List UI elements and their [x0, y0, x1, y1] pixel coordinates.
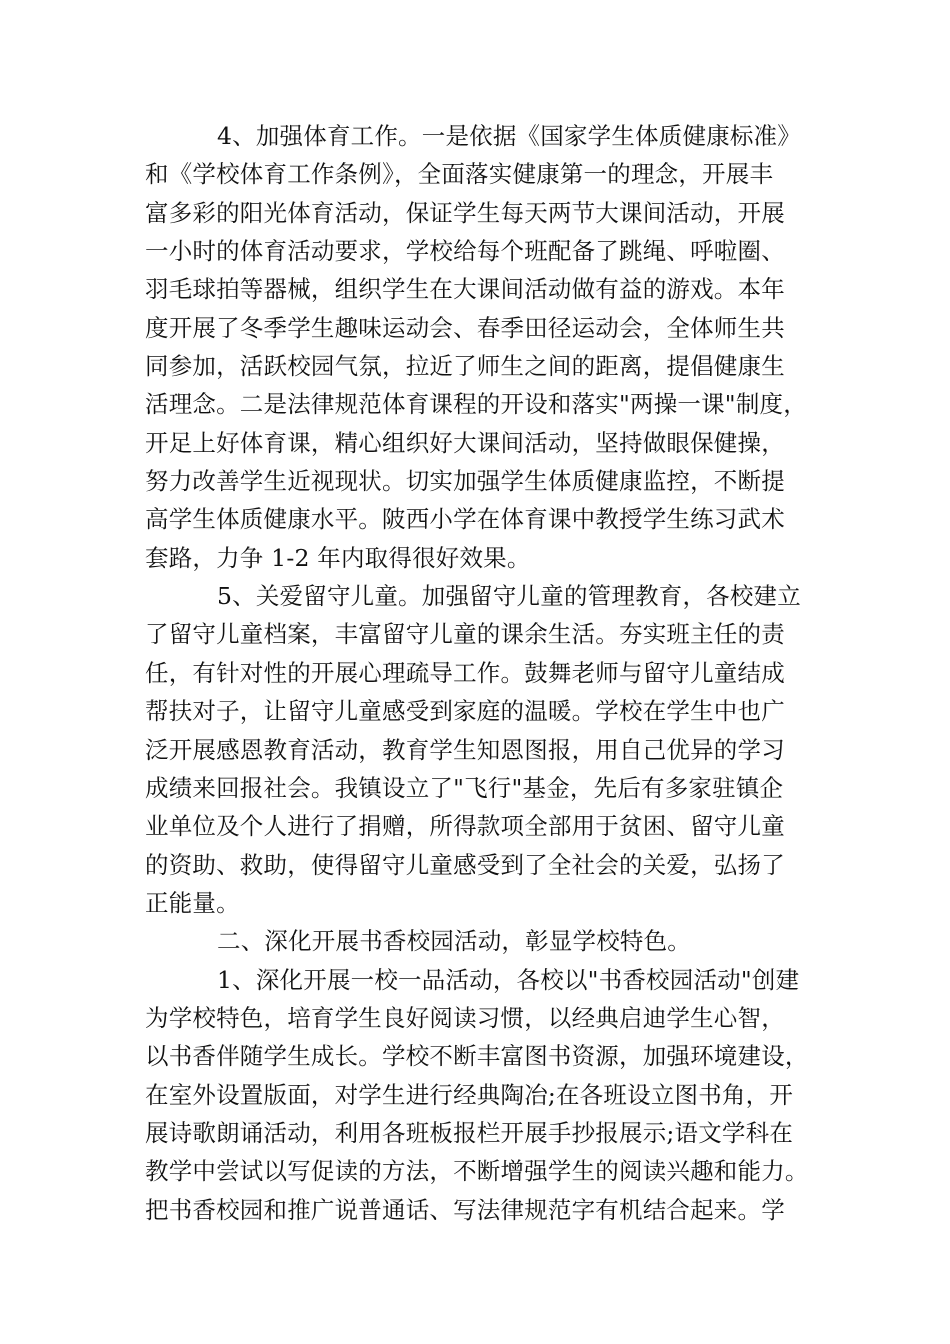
text-line: 一小时的体育活动要求，学校给每个班配备了跳绳、呼啦圈、 — [145, 237, 785, 266]
text-line: 的资助、救助，使得留守儿童感受到了全社会的关爱，弘扬了 — [145, 850, 785, 879]
text-line: 套路，力争 1-2 年内取得很好效果。 — [145, 543, 531, 572]
text-line: 任，有针对性的开展心理疏导工作。鼓舞老师与留守儿童结成 — [145, 658, 785, 687]
text-line: 高学生体质健康水平。陂西小学在体育课中教授学生练习武术 — [145, 505, 785, 534]
text-line: 为学校特色，培育学生良好阅读习惯，以经典启迪学生心智， — [145, 1003, 785, 1032]
text-line: 业单位及个人进行了捐赠，所得款项全部用于贫困、留守儿童 — [145, 812, 785, 841]
text-line: 富多彩的阳光体育活动，保证学生每天两节大课间活动，开展 — [145, 198, 785, 227]
text-line: 努力改善学生近视现状。切实加强学生体质健康监控，不断提 — [145, 467, 785, 496]
text-line: 度开展了冬季学生趣味运动会、春季田径运动会，全体师生共 — [145, 313, 785, 342]
text-line: 正能量。 — [145, 888, 240, 917]
document-body — [145, 117, 809, 1229]
text-line: 羽毛球拍等器械，组织学生在大课间活动做有益的游戏。本年 — [145, 275, 785, 304]
text-line: 展诗歌朗诵活动，利用各班板报栏开展手抄报展示;语文学科在 — [145, 1118, 794, 1147]
text-line: 以书香伴随学生成长。学校不断丰富图书资源，加强环境建设， — [145, 1042, 809, 1071]
text-line: 活理念。二是法律规范体育课程的开设和落实"两操一课"制度， — [145, 390, 807, 419]
text-line: 教学中尝试以写促读的方法，不断增强学生的阅读兴趣和能力。 — [145, 1157, 809, 1186]
text-line: 二、深化开展书香校园活动，彰显学校特色。 — [217, 927, 691, 956]
text-line: 开足上好体育课，精心组织好大课间活动，坚持做眼保健操， — [145, 428, 785, 457]
text-line: 帮扶对子，让留守儿童感受到家庭的温暖。学校在学生中也广 — [145, 697, 785, 726]
text-line: 在室外设置版面，对学生进行经典陶冶;在各班设立图书角，开 — [145, 1080, 794, 1109]
text-line: 同参加，活跃校园气氛，拉近了师生之间的距离，提倡健康生 — [145, 352, 785, 381]
text-line: 5、关爱留守儿童。加强留守儿童的管理教育，各校建立 — [217, 582, 801, 611]
text-line: 泛开展感恩教育活动，教育学生知恩图报，用自己优异的学习 — [145, 735, 785, 764]
text-line: 成绩来回报社会。我镇设立了"飞行"基金，先后有多家驻镇企 — [145, 773, 784, 802]
text-line: 1、深化开展一校一品活动，各校以"书香校园活动"创建 — [217, 965, 800, 994]
text-line: 和《学校体育工作条例》，全面落实健康第一的理念，开展丰 — [145, 160, 774, 189]
text-line: 4、加强体育工作。一是依据《国家学生体质健康标准》 — [217, 122, 801, 150]
text-line: 了留守儿童档案，丰富留守儿童的课余生活。夯实班主任的责 — [145, 620, 785, 649]
text-line: 把书香校园和推广说普通话、写法律规范字有机结合起来。学 — [145, 1195, 785, 1224]
